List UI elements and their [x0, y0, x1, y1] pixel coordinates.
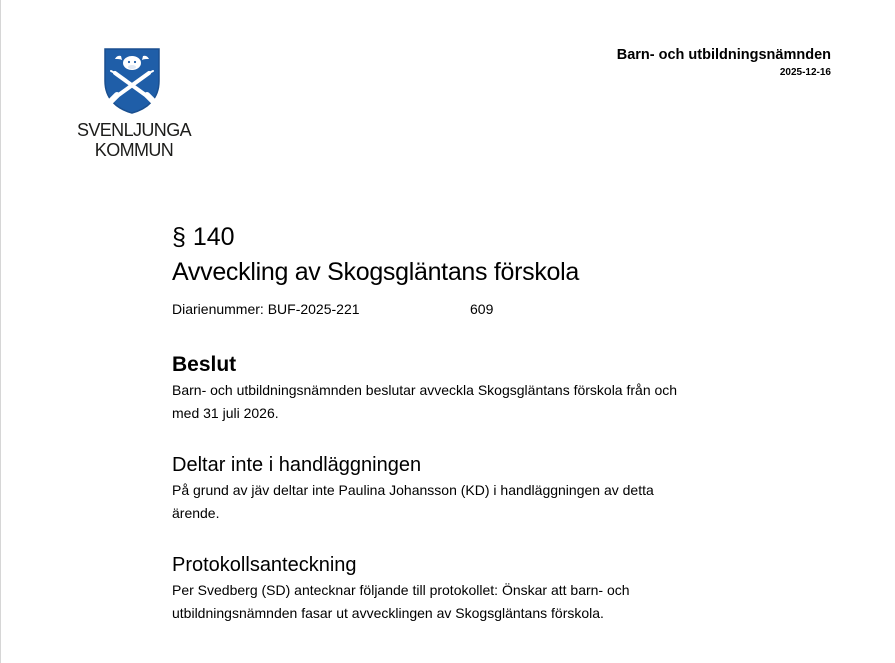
protocol-paragraph — [172, 220, 732, 625]
logo-line-2: KOMMUN — [94, 140, 174, 160]
section-recusal — [172, 451, 732, 525]
paragraph-title: Avveckling av Skogsgläntans förskola — [172, 258, 580, 286]
text-line: Barn- och utbildningsnämnden beslutar avveckla Skogsgläntans förskola från och — [172, 382, 678, 398]
coat-of-arms-icon — [103, 47, 161, 115]
section-text — [172, 379, 732, 425]
section-protocol-note — [172, 551, 732, 625]
section-text — [172, 579, 732, 625]
logo-line-1: SVENLJUNGA — [76, 120, 192, 140]
section-heading: Deltar inte i handläggningen — [172, 454, 422, 476]
diary-number-row — [172, 299, 732, 319]
page-edge — [0, 0, 1, 663]
text-line: Per Svedberg (SD) antecknar följande till protokollet: Önskar att barn- och — [172, 582, 630, 598]
logo-wordmark — [72, 120, 196, 160]
text-line: med 31 juli 2026. — [172, 405, 279, 421]
text-line: På grund av jäv deltar inte Paulina Johansson (KD) i handläggningen av detta — [172, 482, 654, 498]
text-line: utbildningsnämnden fasar ut avvecklingen av Skogsgläntans förskola. — [172, 605, 604, 621]
section-heading: Beslut — [172, 353, 237, 376]
paragraph-number: § 140 — [172, 223, 235, 251]
municipality-logo — [72, 47, 196, 160]
section-text — [172, 479, 732, 525]
section-decision — [172, 351, 732, 425]
committee-name: Barn- och utbildningsnämnden — [616, 47, 831, 63]
diary-extra-number: 609 — [470, 301, 494, 317]
section-heading: Protokollsanteckning — [172, 554, 357, 576]
document-header — [617, 45, 831, 80]
meeting-date: 2025-12-16 — [779, 67, 831, 78]
diary-number: Diarienummer: BUF-2025-221 — [172, 301, 360, 317]
text-line: ärende. — [172, 505, 220, 521]
